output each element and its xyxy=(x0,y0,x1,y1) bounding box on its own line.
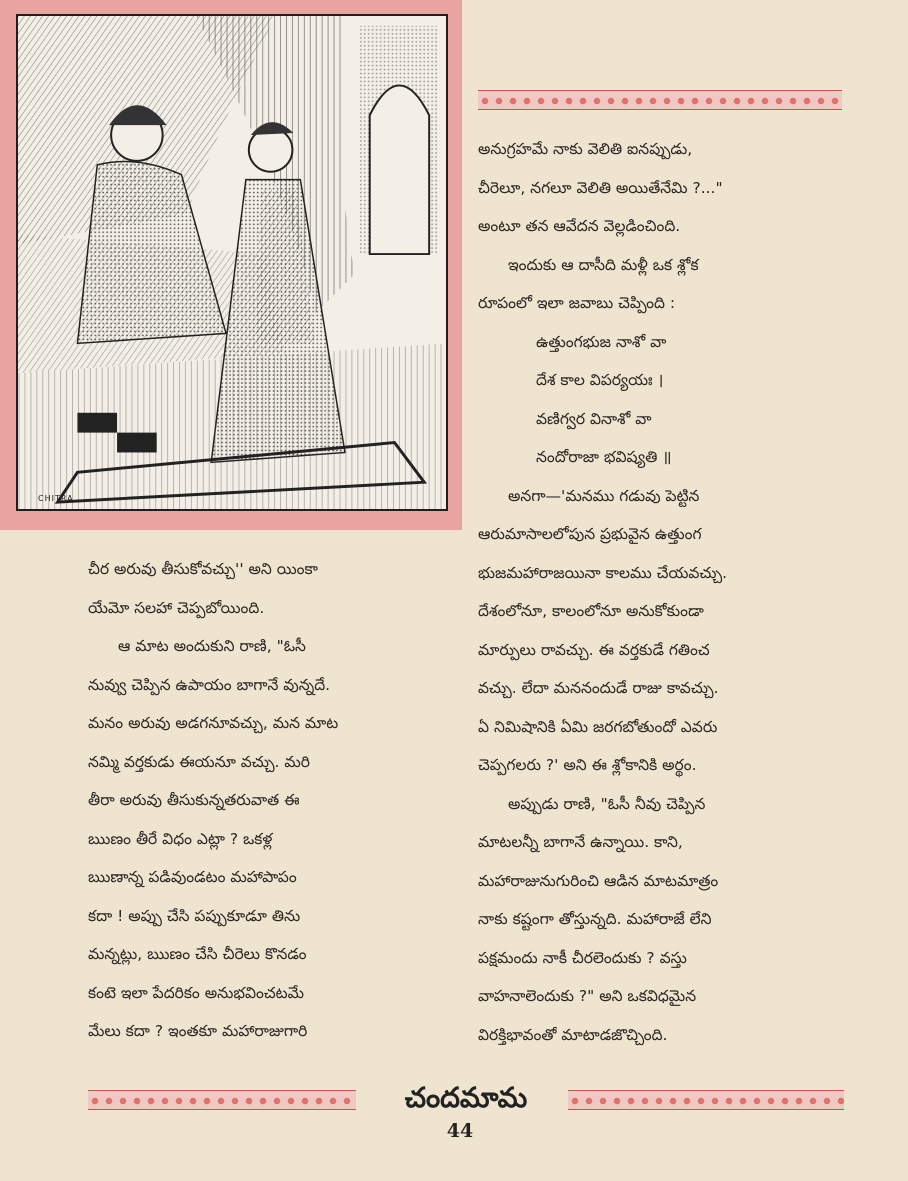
left-column-text xyxy=(88,550,458,1051)
illustration-frame xyxy=(0,0,462,530)
text-line: నువ్వు చెప్పిన ఉపాయం బాగానే వున్నదే. xyxy=(88,675,331,694)
text-line: చీర అరువు తీసుకోవచ్చు'' అని యింకా xyxy=(88,560,318,578)
text-line: అంటూ తన ఆవేదన వెల్లడించింది. xyxy=(478,217,681,235)
text-line: చెప్పగలరు ?' అని ఈ శ్లోకానికి అర్థం. xyxy=(478,756,697,774)
text-line: మార్పులు రావచ్చు. ఈ వర్తకుడే గతించ xyxy=(478,640,710,659)
verse-line: ఉత్తుంగభుజ నాశో వా xyxy=(536,332,667,351)
text-line: అప్పుడు రాణి, "ఓసీ నీవు చెప్పిన xyxy=(508,794,706,813)
text-line: వచ్చు. లేదా మననందుడే రాజు కావచ్చు. xyxy=(478,679,719,697)
verse-line: నందోరాజా భవిష్యతి ॥ xyxy=(536,448,672,466)
text-line: కదా ! అప్పు చేసి పప్పుకూడూ తిను xyxy=(88,906,301,925)
illustration xyxy=(16,14,448,511)
text-line: ఆ మాట అందుకుని రాణి, "ఓసీ xyxy=(118,637,306,655)
text-line: కంటె ఇలా పేదరికం అనుభవించటమే xyxy=(88,983,305,1002)
text-line: వాహనాలెందుకు ?" అని ఒకవిధమైన xyxy=(478,987,697,1005)
text-line: చీరెలూ, నగలూ వెలితి అయితేనేమి ?..." xyxy=(478,178,723,197)
page-number: 44 xyxy=(446,1120,474,1142)
text-line: మనం అరువు అడగనూవచ్చు, మన మాట xyxy=(88,714,339,732)
decorative-border-bottom-left xyxy=(88,1090,356,1110)
text-line: మన్నట్లు, ఋణం చేసి చీరెలు కొనడం xyxy=(88,945,307,963)
right-column-text xyxy=(478,130,848,1054)
text-line: భుజమహారాజయినా కాలము చేయవచ్చు. xyxy=(478,563,728,582)
verse-line: వణిగ్వర వినాశో వా xyxy=(536,409,652,428)
text-line: పక్షమందు నాకీ చీరలెందుకు ? వస్తు xyxy=(478,948,687,967)
text-line: ఇందుకు ఆ దాసీది మళ్లీ ఒక శ్లోక xyxy=(508,255,699,274)
text-line: మాటలన్నీ బాగానే ఉన్నాయి. కాని, xyxy=(478,833,683,851)
decorative-border-bottom-right xyxy=(568,1090,844,1110)
text-line: దేశంలోనూ, కాలంలోనూ అనుకోకుండా xyxy=(478,602,704,620)
text-line: తీరా అరువు తీసుకున్నతరువాత ఈ xyxy=(88,791,300,809)
text-line: ఏ నిమిషానికి ఏమి జరగబోతుందో ఎవరు xyxy=(478,717,718,736)
decorative-border-top xyxy=(478,90,842,110)
text-line: మేలు కదా ? ఇంతకూ మహారాజుగారి xyxy=(88,1022,308,1040)
text-line: ఋణాన్న పడివుండటం మహాపాపం xyxy=(88,868,297,886)
text-line: ఆరుమాసాలలోపున ప్రభువైన ఉత్తుంగ xyxy=(478,525,702,543)
artist-signature: CHITRA xyxy=(38,494,74,503)
text-line: నమ్మి వర్తకుడు ఈయనూ వచ్చు. మరి xyxy=(88,752,310,771)
text-line: యేమో సలహా చెప్పబోయింది. xyxy=(88,598,265,617)
text-line: నాకు కష్టంగా తోస్తున్నది. మహారాజే లేని xyxy=(478,910,712,928)
text-line: అనుగ్రహమే నాకు వెలితి ఐనప్పుడు, xyxy=(478,140,693,158)
verse-line: దేశ కాల విపర్యయః । xyxy=(536,371,664,389)
illustration-drawing xyxy=(18,16,446,509)
text-line: ఋణం తీరే విధం ఎట్లా ? ఒకళ్ల xyxy=(88,829,273,848)
magazine-masthead: చందమామ xyxy=(404,1081,528,1114)
text-line: రూపంలో ఇలా జవాబు చెప్పింది : xyxy=(478,294,676,312)
text-line: అనగా—'మనము గడువు పెట్టిన xyxy=(508,486,700,505)
text-line: విరక్తిభావంతో మాటాడజొచ్చింది. xyxy=(478,1025,668,1044)
text-line: మహారాజునుగురించి ఆడిన మాటమాత్రం xyxy=(478,871,719,890)
